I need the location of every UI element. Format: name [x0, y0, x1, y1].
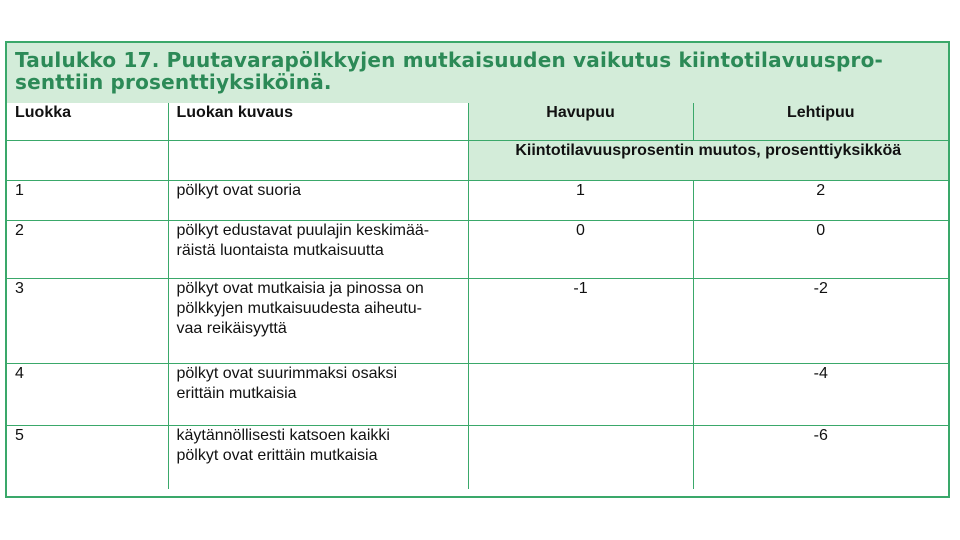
cell-havupuu: 0 — [468, 220, 693, 278]
subheader-unit: Kiintotilavuusprosentin muutos, prosenttiyksikköä — [468, 140, 948, 180]
kuvaus-line: erittäin mutkaisia — [176, 384, 297, 402]
cell-havupuu: 1 — [468, 180, 693, 220]
table-row — [7, 180, 948, 220]
cell-luokka: 4 — [7, 363, 168, 425]
cell-kuvaus — [168, 425, 468, 489]
table-title-line-1: Taulukko 17. Puutavarapölkkyjen mutkaisuuden vaikutus kiintotilavuuspro- — [15, 48, 884, 72]
kuvaus-line: pölkyt ovat mutkaisia ja pinossa on — [176, 279, 424, 297]
table-row — [7, 278, 948, 363]
kuvaus-line: vaa reikäisyyttä — [176, 319, 287, 337]
header-luokka: Luokka — [7, 103, 168, 140]
cell-kuvaus — [168, 363, 468, 425]
kuvaus-line: käytännöllisesti katsoen kaikki — [176, 426, 390, 444]
cell-havupuu — [468, 363, 693, 425]
cell-kuvaus — [168, 180, 468, 220]
cell-havupuu — [468, 425, 693, 489]
cell-havupuu: -1 — [468, 278, 693, 363]
kuvaus-line: pölkyt ovat suurimmaksi osaksi — [176, 364, 398, 382]
cell-luokka: 2 — [7, 220, 168, 278]
table-frame — [5, 41, 950, 498]
kuvaus-line: räistä luontaista mutkaisuutta — [176, 241, 384, 259]
table-row — [7, 363, 948, 425]
cell-lehtipuu: -4 — [693, 363, 948, 425]
subheader-empty-cell — [168, 140, 468, 180]
header-havupuu: Havupuu — [468, 103, 693, 140]
kuvaus-line: pölkyt ovat suoria — [176, 181, 302, 199]
table-title-line-2: senttiin prosenttiyksiköinä. — [15, 70, 332, 94]
cell-lehtipuu: 0 — [693, 220, 948, 278]
subheader-empty-cell — [7, 140, 168, 180]
table-row — [7, 425, 948, 489]
kuvaus-line: pölkyt edustavat puulajin keskimää- — [176, 221, 430, 239]
cell-lehtipuu: -2 — [693, 278, 948, 363]
cell-kuvaus — [168, 220, 468, 278]
cell-luokka: 5 — [7, 425, 168, 489]
table-title — [7, 43, 948, 103]
kuvaus-line: pölkkyjen mutkaisuudesta aiheutu- — [176, 299, 422, 317]
header-lehtipuu: Lehtipuu — [693, 103, 948, 140]
data-table — [7, 103, 948, 489]
header-kuvaus: Luokan kuvaus — [168, 103, 468, 140]
header-row — [7, 103, 948, 140]
subheader-row — [7, 140, 948, 180]
cell-luokka: 3 — [7, 278, 168, 363]
cell-kuvaus — [168, 278, 468, 363]
cell-luokka: 1 — [7, 180, 168, 220]
kuvaus-line: pölkyt ovat erittäin mutkaisia — [176, 446, 378, 464]
table-row — [7, 220, 948, 278]
cell-lehtipuu: 2 — [693, 180, 948, 220]
cell-lehtipuu: -6 — [693, 425, 948, 489]
